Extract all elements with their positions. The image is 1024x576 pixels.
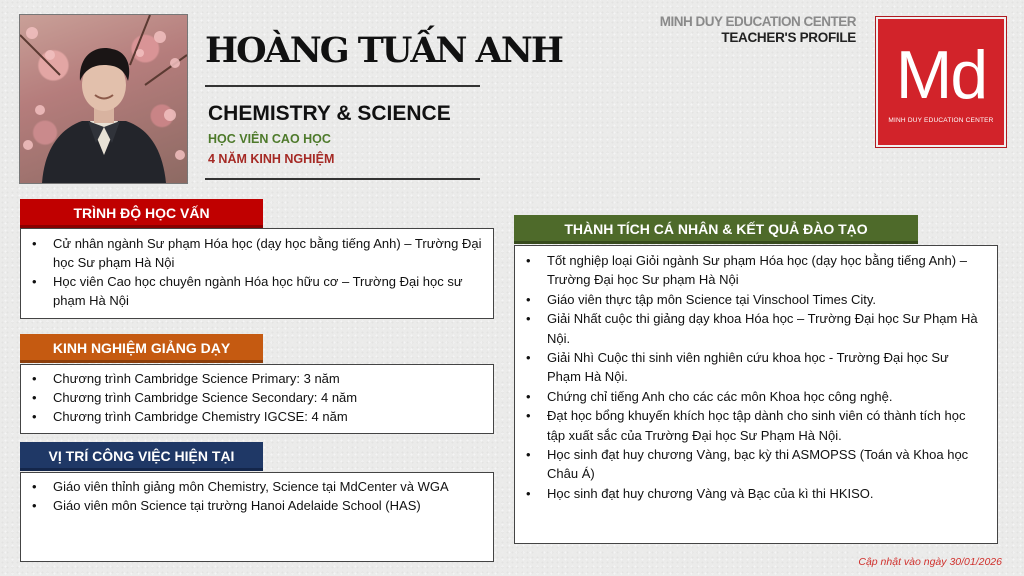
list-item: • Học sinh đạt huy chương Vàng và Bạc của kì thi HKISO. — [515, 484, 985, 503]
list-item: • Giải Nhì Cuộc thi sinh viên nghiên cứu khoa học - Trường Đại học Sư Phạm Hà Nội. — [515, 348, 985, 387]
education-header: TRÌNH ĐỘ HỌC VẤN — [20, 199, 263, 228]
md-logo — [876, 17, 1006, 147]
list-item: • Cử nhân ngành Sư phạm Hóa học (dạy học bằng tiếng Anh) – Trường Đại học Sư phạm Hà Nội — [21, 234, 483, 272]
achievements-header: THÀNH TÍCH CÁ NHÂN & KẾT QUẢ ĐÀO TẠO — [514, 215, 918, 244]
last-updated: Cập nhật vào ngày 30/01/2026 — [858, 556, 1002, 568]
experience-years: 4 NĂM KINH NGHIỆM — [208, 152, 335, 166]
person-silhouette-icon — [20, 15, 187, 183]
list-item: • Giải Nhất cuộc thi giảng dạy khoa Hóa học – Trường Đại học Sư Phạm Hà Nội. — [515, 309, 985, 348]
degree-status: HỌC VIÊN CAO HỌC — [208, 132, 331, 146]
teacher-name: HOÀNG TUẤN ANH — [205, 30, 562, 71]
divider — [205, 178, 480, 180]
list-item: • Chương trình Cambridge Chemistry IGCSE: 4 năm — [21, 407, 483, 426]
list-item: • Học sinh đạt huy chương Vàng, bạc kỳ thi ASMOPSS (Toán và Khoa học Châu Á) — [515, 445, 985, 484]
current-job-header: VỊ TRÍ CÔNG VIỆC HIỆN TẠI — [20, 442, 263, 471]
subject-title: CHEMISTRY & SCIENCE — [208, 102, 451, 125]
list-item: • Đạt học bổng khuyến khích học tập dành cho sinh viên có thành tích học tập xuất sắc của Trường Đại học Sư Phạm Hà Nội. — [515, 406, 985, 445]
list-item: • Chương trình Cambridge Science Primary: 3 năm — [21, 369, 483, 388]
list-item: • Học viên Cao học chuyên ngành Hóa học hữu cơ – Trường Đại học sư phạm Hà Nội — [21, 272, 483, 310]
list-item: • Chương trình Cambridge Science Secondary: 4 năm — [21, 388, 483, 407]
achievements-box — [514, 245, 998, 544]
teacher-photo — [19, 14, 188, 184]
teaching-header: KINH NGHIỆM GIẢNG DẠY — [20, 334, 263, 363]
current-job-box — [20, 472, 494, 562]
teaching-box — [20, 364, 494, 434]
logo-caption: MINH DUY EDUCATION CENTER — [888, 117, 994, 124]
list-item: • Giáo viên môn Science tại trường Hanoi Adelaide School (HAS) — [21, 496, 483, 515]
logo-mark: Md — [895, 37, 987, 113]
education-box — [20, 228, 494, 319]
list-item: • Tốt nghiệp loại Giỏi ngành Sư phạm Hóa học (dạy học bằng tiếng Anh) – Trường Đại học Sư phạm Hà Nội — [515, 251, 985, 290]
divider — [205, 85, 480, 87]
list-item: • Giáo viên thỉnh giảng môn Chemistry, Science tại MdCenter và WGA — [21, 477, 483, 496]
center-name: MINH DUY EDUCATION CENTER — [659, 14, 856, 29]
list-item: • Chứng chỉ tiếng Anh cho các các môn Khoa học công nghệ. — [515, 387, 985, 406]
profile-label: TEACHER'S PROFILE — [721, 30, 856, 45]
list-item: • Giáo viên thực tập môn Science tại Vinschool Times City. — [515, 290, 985, 309]
